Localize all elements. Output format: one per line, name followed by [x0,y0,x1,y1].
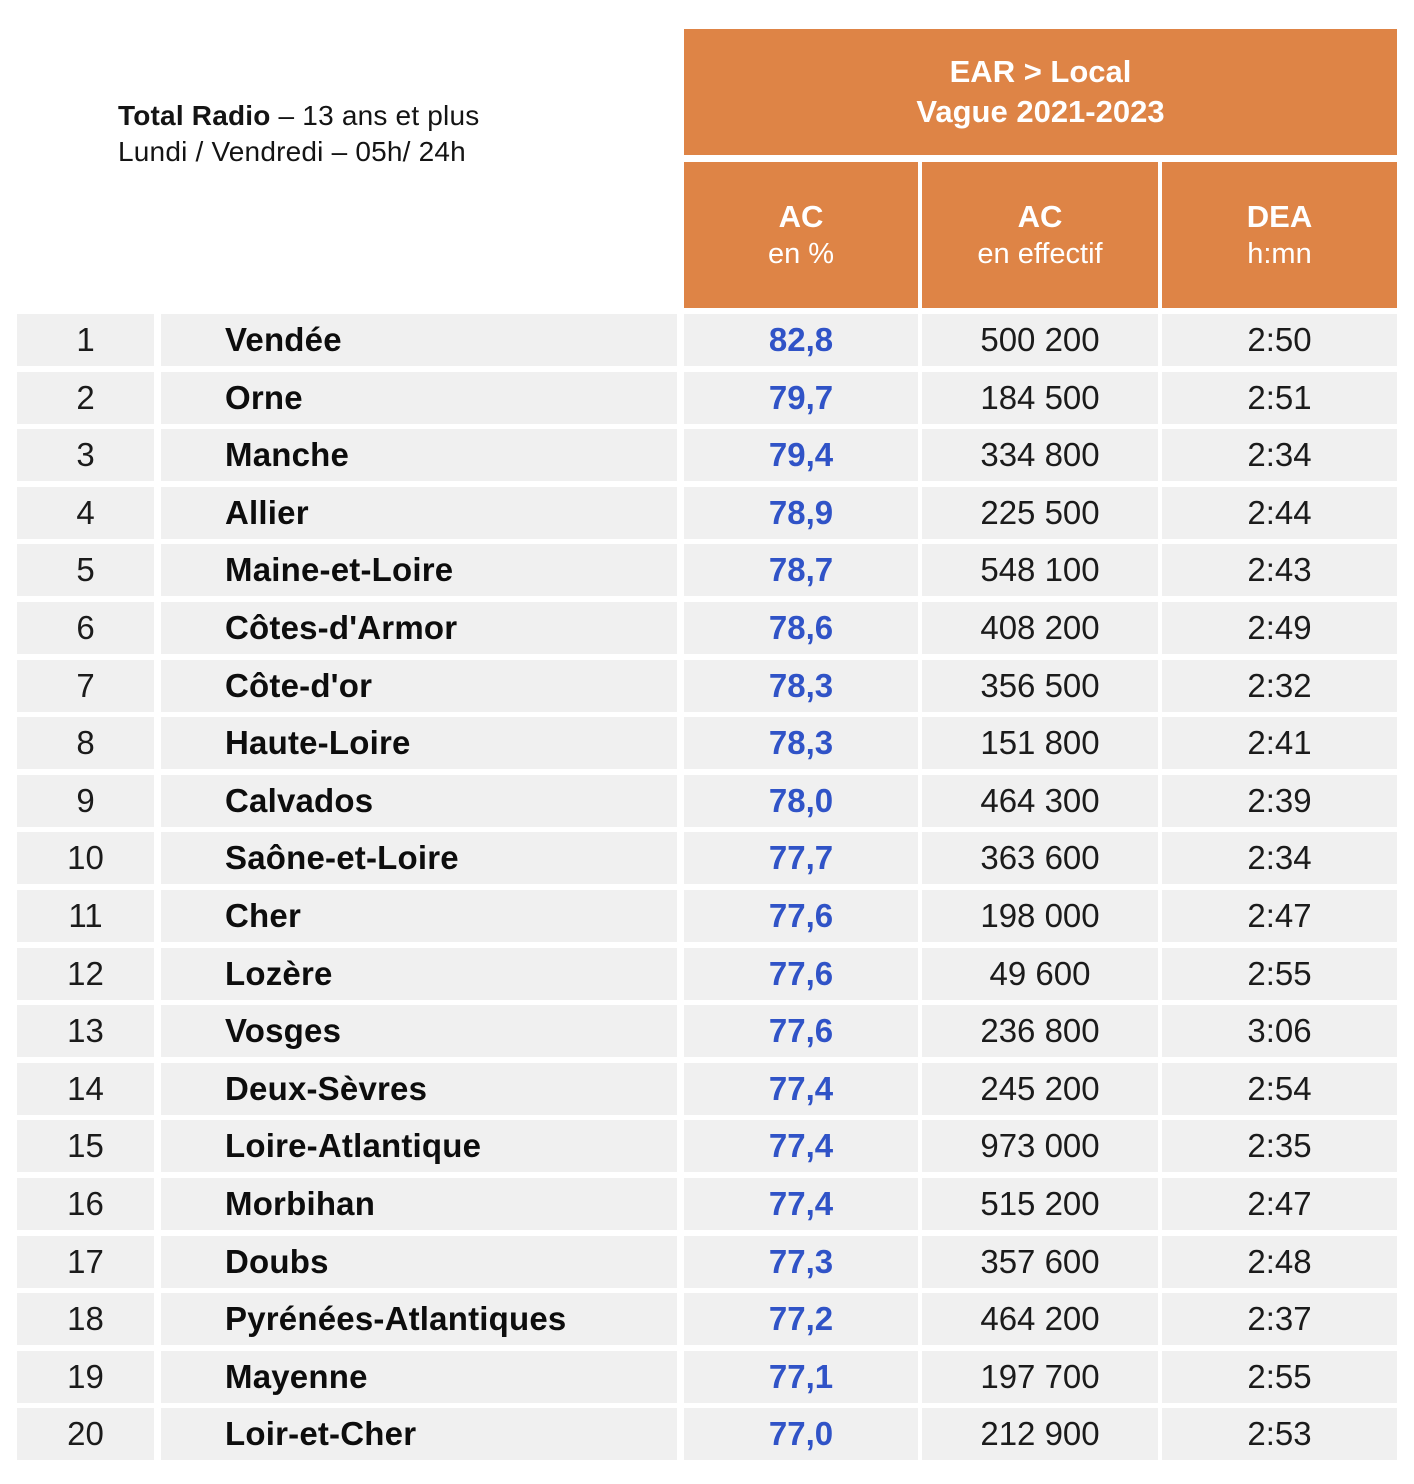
rank-cell: 13 [17,1005,154,1057]
column-header-sub-label: en % [767,238,835,270]
ac-effectif-cell: 515 200 [922,1178,1158,1230]
ac-percent-cell: 78,7 [684,544,918,596]
rank-cell: 14 [17,1063,154,1115]
table-row [17,1120,1397,1172]
table-row [17,775,1397,827]
ac-percent-cell: 77,6 [684,1005,918,1057]
ac-percent-cell: 78,0 [684,775,918,827]
ac-effectif-cell: 357 600 [922,1236,1158,1288]
column-header-sub-label: h:mn [1247,238,1312,270]
scope-line-1 [118,98,479,134]
rank-cell: 11 [17,890,154,942]
survey-name: EAR > Local [949,54,1132,89]
ac-percent-cell: 78,6 [684,602,918,654]
department-cell: Calvados [161,775,677,827]
column-header-main-label: DEA [1246,199,1313,234]
dea-cell: 2:54 [1162,1063,1397,1115]
ac-percent-cell: 79,4 [684,429,918,481]
department-cell: Mayenne [161,1351,677,1403]
ac-percent-cell: 77,3 [684,1236,918,1288]
column-header-main-label: AC [778,199,824,234]
ac-effectif-cell: 973 000 [922,1120,1158,1172]
ac-effectif-cell: 464 300 [922,775,1158,827]
department-cell: Côtes-d'Armor [161,602,677,654]
table-row [17,948,1397,1000]
ac-percent-cell: 78,9 [684,487,918,539]
rank-cell: 6 [17,602,154,654]
rank-cell: 15 [17,1120,154,1172]
dea-cell: 2:34 [1162,429,1397,481]
rank-cell: 4 [17,487,154,539]
column-header-sub-label: en effectif [977,238,1103,270]
ac-percent-cell: 77,2 [684,1293,918,1345]
ac-percent-cell: 78,3 [684,717,918,769]
table-row [17,1236,1397,1288]
rank-cell: 20 [17,1408,154,1460]
column-header-main-label: AC [1017,199,1063,234]
table-row [17,717,1397,769]
rank-cell: 8 [17,717,154,769]
department-cell: Haute-Loire [161,717,677,769]
table-row [17,1293,1397,1345]
column-header-ac-percent [684,162,918,308]
department-cell: Lozère [161,948,677,1000]
dea-cell: 2:39 [1162,775,1397,827]
department-cell: Maine-et-Loire [161,544,677,596]
rank-cell: 19 [17,1351,154,1403]
dea-cell: 2:37 [1162,1293,1397,1345]
dea-cell: 2:50 [1162,314,1397,366]
survey-header [684,29,1397,155]
dea-cell: 2:41 [1162,717,1397,769]
scope-line-2: Lundi / Vendredi – 05h/ 24h [118,136,466,167]
department-cell: Morbihan [161,1178,677,1230]
department-cell: Cher [161,890,677,942]
rank-cell: 2 [17,372,154,424]
rank-cell: 1 [17,314,154,366]
dea-cell: 2:47 [1162,1178,1397,1230]
ac-effectif-cell: 49 600 [922,948,1158,1000]
rank-cell: 17 [17,1236,154,1288]
ac-effectif-cell: 464 200 [922,1293,1158,1345]
ac-percent-cell: 77,6 [684,948,918,1000]
table-row [17,1005,1397,1057]
table-row [17,890,1397,942]
table-row [17,1063,1397,1115]
ac-percent-cell: 77,0 [684,1408,918,1460]
department-cell: Manche [161,429,677,481]
dea-cell: 2:34 [1162,832,1397,884]
ac-effectif-cell: 198 000 [922,890,1158,942]
department-cell: Saône-et-Loire [161,832,677,884]
ac-effectif-cell: 225 500 [922,487,1158,539]
department-cell: Pyrénées-Atlantiques [161,1293,677,1345]
ac-percent-cell: 78,3 [684,660,918,712]
dea-cell: 2:53 [1162,1408,1397,1460]
table-row [17,372,1397,424]
rank-cell: 12 [17,948,154,1000]
dea-cell: 2:51 [1162,372,1397,424]
rank-cell: 18 [17,1293,154,1345]
table-row [17,314,1397,366]
department-cell: Vendée [161,314,677,366]
dea-cell: 2:48 [1162,1236,1397,1288]
department-cell: Vosges [161,1005,677,1057]
department-cell: Deux-Sèvres [161,1063,677,1115]
ac-effectif-cell: 334 800 [922,429,1158,481]
ac-effectif-cell: 363 600 [922,832,1158,884]
rank-cell: 5 [17,544,154,596]
rank-cell: 16 [17,1178,154,1230]
department-cell: Doubs [161,1236,677,1288]
column-header-dea [1162,162,1397,308]
ac-percent-cell: 79,7 [684,372,918,424]
table-row [17,544,1397,596]
dea-cell: 2:55 [1162,1351,1397,1403]
dea-cell: 2:35 [1162,1120,1397,1172]
rank-cell: 10 [17,832,154,884]
scope-universe-label: Total Radio [118,100,271,131]
ac-effectif-cell: 408 200 [922,602,1158,654]
ac-effectif-cell: 197 700 [922,1351,1158,1403]
ac-effectif-cell: 548 100 [922,544,1158,596]
ac-effectif-cell: 500 200 [922,314,1158,366]
department-cell: Côte-d'or [161,660,677,712]
dea-cell: 2:55 [1162,948,1397,1000]
ac-percent-cell: 77,1 [684,1351,918,1403]
table-row [17,429,1397,481]
ac-effectif-cell: 212 900 [922,1408,1158,1460]
table-row [17,602,1397,654]
ac-percent-cell: 77,7 [684,832,918,884]
ac-percent-cell: 77,6 [684,890,918,942]
ac-percent-cell: 82,8 [684,314,918,366]
table-row [17,487,1397,539]
table-row [17,1408,1397,1460]
department-cell: Orne [161,372,677,424]
department-cell: Loir-et-Cher [161,1408,677,1460]
ac-effectif-cell: 151 800 [922,717,1158,769]
dea-cell: 2:47 [1162,890,1397,942]
dea-cell: 2:44 [1162,487,1397,539]
survey-wave: Vague 2021-2023 [916,94,1165,129]
table-row [17,832,1397,884]
table-row [17,660,1397,712]
ac-percent-cell: 77,4 [684,1120,918,1172]
ac-effectif-cell: 184 500 [922,372,1158,424]
ac-percent-cell: 77,4 [684,1178,918,1230]
rank-cell: 7 [17,660,154,712]
dea-cell: 2:43 [1162,544,1397,596]
dea-cell: 3:06 [1162,1005,1397,1057]
rank-cell: 9 [17,775,154,827]
ac-effectif-cell: 356 500 [922,660,1158,712]
dea-cell: 2:32 [1162,660,1397,712]
report-scope-note [118,98,479,170]
dea-cell: 2:49 [1162,602,1397,654]
column-header-ac-effectif [922,162,1158,308]
department-cell: Allier [161,487,677,539]
ac-percent-cell: 77,4 [684,1063,918,1115]
rank-cell: 3 [17,429,154,481]
table-body [17,314,1397,1466]
ac-effectif-cell: 245 200 [922,1063,1158,1115]
department-cell: Loire-Atlantique [161,1120,677,1172]
scope-age-label: – 13 ans et plus [270,100,480,131]
ac-effectif-cell: 236 800 [922,1005,1158,1057]
table-row [17,1351,1397,1403]
table-row [17,1178,1397,1230]
